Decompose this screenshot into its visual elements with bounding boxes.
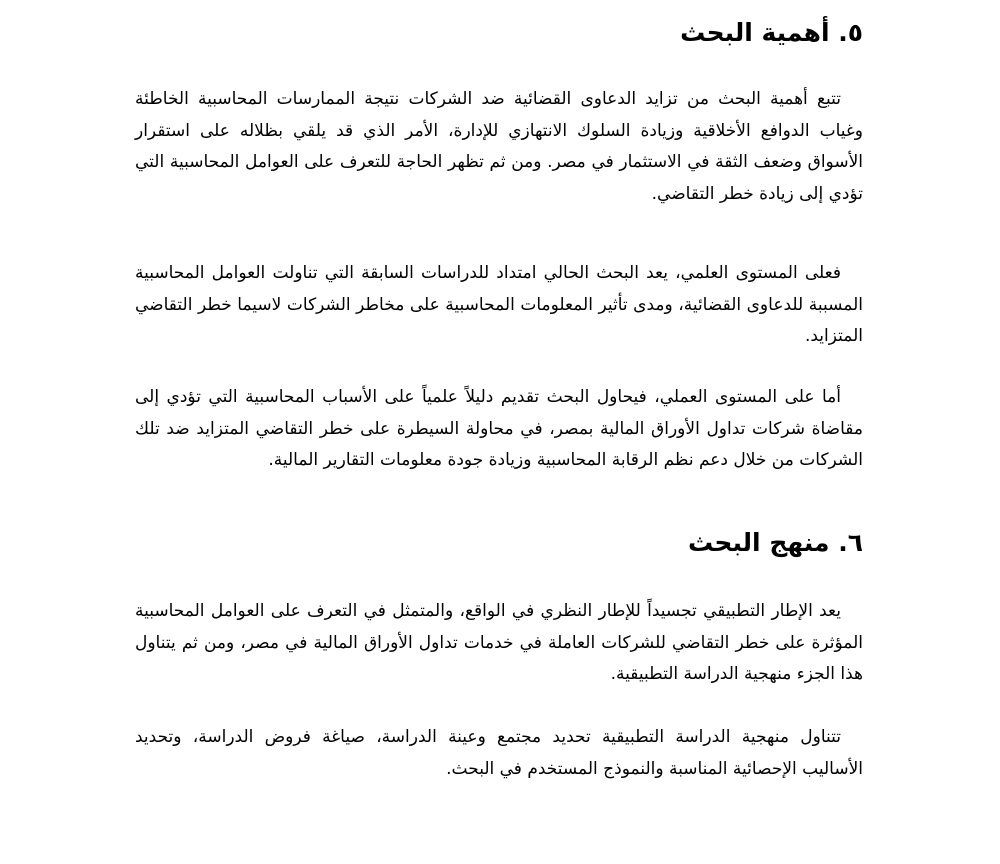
section-heading-research-importance: ٥. أهمية البحث (680, 18, 863, 47)
paragraph: أما على المستوى العملي، فيحاول البحث تقديم دليلاً علمياً على الأسباب المحاسبية التي تؤدي إلى مقاضاة شركات تداول الأوراق المالية بمصر، في محاولة السيطرة على خطر التقاضي المتزايد ضد تلك الشركات من خلال دعم نظم الرقابة المحاسبية وزيادة جودة معلومات التقارير المالية. (135, 387, 863, 470)
paragraph: تتناول منهجية الدراسة التطبيقية تحديد مجتمع وعينة الدراسة، صياغة فروض الدراسة، وتحديد الأساليب الإحصائية المناسبة والنموذج المستخدم في البحث. (135, 727, 863, 779)
paragraph: تتبع أهمية البحث من تزايد الدعاوى القضائية ضد الشركات نتيجة الممارسات المحاسبية الخاطئة وغياب الدوافع الأخلاقية وزيادة السلوك الانتهازي للإدارة، الأمر الذي قد يلقي بظلاله على استقرار الأسواق وضعف الثقة في الاستثمار في مصر. ومن ثم تظهر الحاجة للتعرف على العوامل المحاسبية التي تؤدي إلى زيادة خطر التقاضي. (135, 89, 863, 204)
paragraph: يعد الإطار التطبيقي تجسيداً للإطار النظري في الواقع، والمتمثل في التعرف على العوامل المحاسبية المؤثرة على خطر التقاضي للشركات العاملة في خدمات تداول الأوراق المالية في مصر، ومن ثم يتناول هذا الجزء منهجية الدراسة التطبيقية. (135, 601, 863, 684)
section-heading-research-methodology: ٦. منهج البحث (687, 528, 863, 557)
paragraph: فعلى المستوى العلمي، يعد البحث الحالي امتداد للدراسات السابقة التي تناولت العوامل المحاسبية المسببة للدعاوى القضائية، ومدى تأثير المعلومات المحاسبية على مخاطر الشركات لاسيما خطر التقاضي المتزايد. (135, 263, 863, 346)
